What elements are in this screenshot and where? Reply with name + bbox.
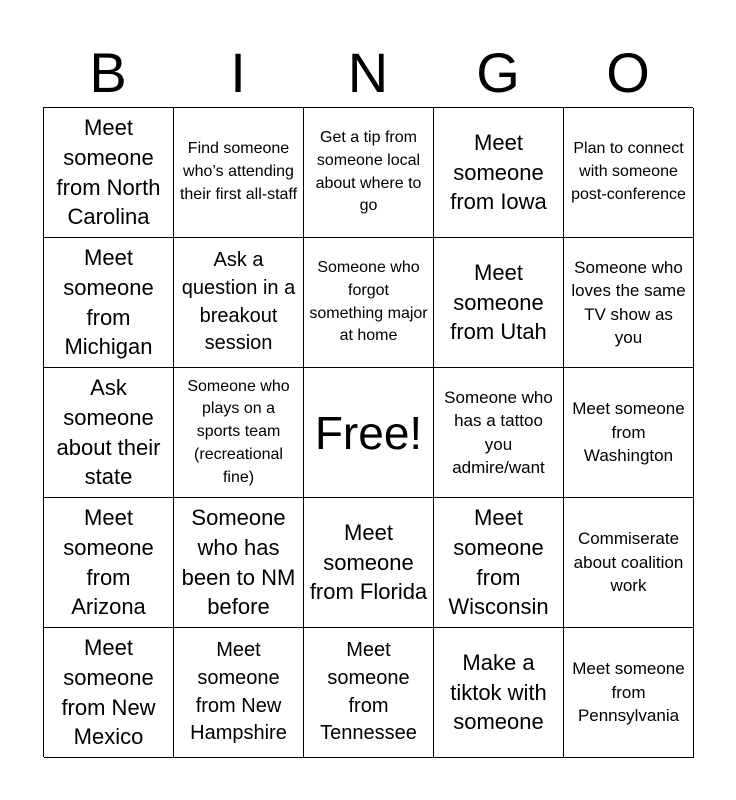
bingo-cell-r1-c5[interactable] [564,108,694,238]
bingo-cell-r5-c1[interactable] [44,628,174,758]
cell-text: Meet someone from Tennessee [320,639,417,745]
cell-text: Someone who plays on a sports team (recreational fine) [187,377,290,486]
header-letter-o: O [606,41,650,104]
bingo-cell-r4-c5[interactable] [564,498,694,628]
bingo-cell-r3-c4[interactable] [434,368,564,498]
cell-text: Meet someone from New Mexico [61,635,156,750]
bingo-cell-r2-c5[interactable] [564,238,694,368]
header-letter-g: G [476,41,520,104]
cell-text: Meet someone from North Carolina [56,115,161,230]
bingo-cell-r2-c4[interactable] [434,238,564,368]
bingo-cell-r4-c2[interactable] [174,498,304,628]
cell-text: Meet someone from New Hampshire [190,639,287,745]
cell-text: Meet someone from Wisconsin [448,505,549,620]
cell-text: Commiserate about coalition work [573,529,684,596]
cell-text: Plan to connect with someone post-conference [571,140,686,203]
cell-text: Someone who loves the same TV show as you [571,257,686,347]
cell-text: Meet someone from Washington [572,399,685,466]
bingo-cell-r4-c1[interactable] [44,498,174,628]
bingo-cell-r3-c1[interactable] [44,368,174,498]
bingo-cell-r2-c1[interactable] [44,238,174,368]
header-letter-i: I [230,41,246,104]
bingo-cell-r2-c2[interactable] [174,238,304,368]
bingo-cell-r3-c5[interactable] [564,368,694,498]
cell-text: Meet someone from Arizona [63,505,154,620]
cell-text: Meet someone from Michigan [63,245,154,360]
bingo-grid [43,107,693,757]
cell-text: Someone who forgot something major at home [309,259,428,345]
cell-text: Someone who has a tattoo you admire/want [444,387,553,477]
cell-text: Meet someone from Iowa [450,129,547,215]
bingo-cell-free-space[interactable] [304,368,434,498]
cell-text: Find someone who’s attending their first all-staff [179,140,298,203]
bingo-cell-r4-c4[interactable] [434,498,564,628]
cell-text: Meet someone from Pennsylvania [572,659,685,726]
bingo-header [43,40,693,106]
cell-text: Meet someone from Florida [309,519,428,605]
bingo-cell-r1-c3[interactable] [304,108,434,238]
bingo-cell-r1-c1[interactable] [44,108,174,238]
bingo-cell-r5-c3[interactable] [304,628,434,758]
cell-text: Make a tiktok with someone [450,649,547,735]
cell-text: Get a tip from someone local about where to go [315,129,422,215]
cell-text: Ask a question in a breakout session [181,249,296,355]
bingo-cell-r5-c2[interactable] [174,628,304,758]
bingo-cell-r1-c4[interactable] [434,108,564,238]
bingo-cell-r1-c2[interactable] [174,108,304,238]
cell-text: Someone who has been to NM before [181,505,296,620]
header-letter-n: N [347,41,389,104]
cell-text: Ask someone about their state [56,375,161,490]
header-letter-b: B [89,41,127,104]
cell-text: Meet someone from Utah [450,259,547,345]
bingo-cell-r3-c2[interactable] [174,368,304,498]
bingo-cell-r5-c5[interactable] [564,628,694,758]
cell-text: Free! [314,406,423,459]
bingo-cell-r2-c3[interactable] [304,238,434,368]
bingo-cell-r5-c4[interactable] [434,628,564,758]
bingo-cell-r4-c3[interactable] [304,498,434,628]
